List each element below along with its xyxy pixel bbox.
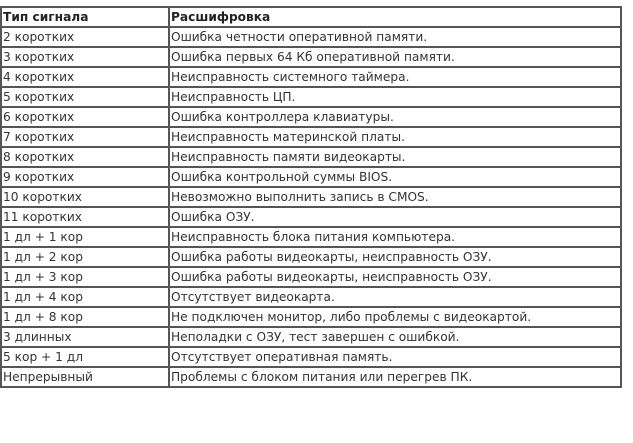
signal-cell: 1 дл + 1 кор: [1, 227, 169, 247]
signal-cell: 4 коротких: [1, 67, 169, 87]
header-signal-type: Тип сигнала: [1, 7, 169, 27]
meaning-cell: Отсутствует оперативная память.: [169, 347, 621, 367]
signal-cell: 7 коротких: [1, 127, 169, 147]
bios-beep-codes-table: [0, 6, 622, 388]
signal-cell: 5 кор + 1 дл: [1, 347, 169, 367]
table-row: [1, 367, 621, 387]
meaning-cell: Отсутствует видеокарта.: [169, 287, 621, 307]
signal-cell: 3 длинных: [1, 327, 169, 347]
header-decoding: Расшифровка: [169, 7, 621, 27]
table-row: [1, 347, 621, 367]
table-header: [1, 7, 621, 27]
table-row: [1, 227, 621, 247]
signal-cell: 3 коротких: [1, 47, 169, 67]
meaning-cell: Неисправность ЦП.: [169, 87, 621, 107]
meaning-cell: Неисправность системного таймера.: [169, 67, 621, 87]
signal-cell: 6 коротких: [1, 107, 169, 127]
meaning-cell: Ошибка первых 64 Кб оперативной памяти.: [169, 47, 621, 67]
meaning-cell: Ошибка контрольной суммы BIOS.: [169, 167, 621, 187]
meaning-cell: Неисправность блока питания компьютера.: [169, 227, 621, 247]
signal-cell: 8 коротких: [1, 147, 169, 167]
table-body: [1, 27, 621, 387]
meaning-cell: Ошибка работы видеокарты, неисправность ОЗУ.: [169, 247, 621, 267]
table-row: [1, 147, 621, 167]
table-row: [1, 247, 621, 267]
table-row: [1, 167, 621, 187]
table-row: [1, 127, 621, 147]
signal-cell: 10 коротких: [1, 187, 169, 207]
signal-cell: 11 коротких: [1, 207, 169, 227]
signal-cell: 1 дл + 8 кор: [1, 307, 169, 327]
meaning-cell: Ошибка ОЗУ.: [169, 207, 621, 227]
signal-cell: Непрерывный: [1, 367, 169, 387]
table-row: [1, 67, 621, 87]
signal-cell: 1 дл + 2 кор: [1, 247, 169, 267]
table-row: [1, 27, 621, 47]
meaning-cell: Ошибка контроллера клавиатуры.: [169, 107, 621, 127]
signal-cell: 9 коротких: [1, 167, 169, 187]
meaning-cell: Невозможно выполнить запись в CMOS.: [169, 187, 621, 207]
signal-cell: 2 коротких: [1, 27, 169, 47]
header-row: [1, 7, 621, 27]
meaning-cell: Неисправность памяти видеокарты.: [169, 147, 621, 167]
table-row: [1, 87, 621, 107]
signal-cell: 1 дл + 4 кор: [1, 287, 169, 307]
meaning-cell: Неполадки с ОЗУ, тест завершен с ошибкой.: [169, 327, 621, 347]
table-row: [1, 207, 621, 227]
meaning-cell: Ошибка четности оперативной памяти.: [169, 27, 621, 47]
meaning-cell: Ошибка работы видеокарты, неисправность ОЗУ.: [169, 267, 621, 287]
meaning-cell: Проблемы с блоком питания или перегрев ПК.: [169, 367, 621, 387]
table-row: [1, 307, 621, 327]
table-row: [1, 287, 621, 307]
signal-cell: 1 дл + 3 кор: [1, 267, 169, 287]
table-row: [1, 327, 621, 347]
table-row: [1, 107, 621, 127]
signal-cell: 5 коротких: [1, 87, 169, 107]
table-row: [1, 47, 621, 67]
table-row: [1, 267, 621, 287]
meaning-cell: Не подключен монитор, либо проблемы с видеокартой.: [169, 307, 621, 327]
table-row: [1, 187, 621, 207]
meaning-cell: Неисправность материнской платы.: [169, 127, 621, 147]
